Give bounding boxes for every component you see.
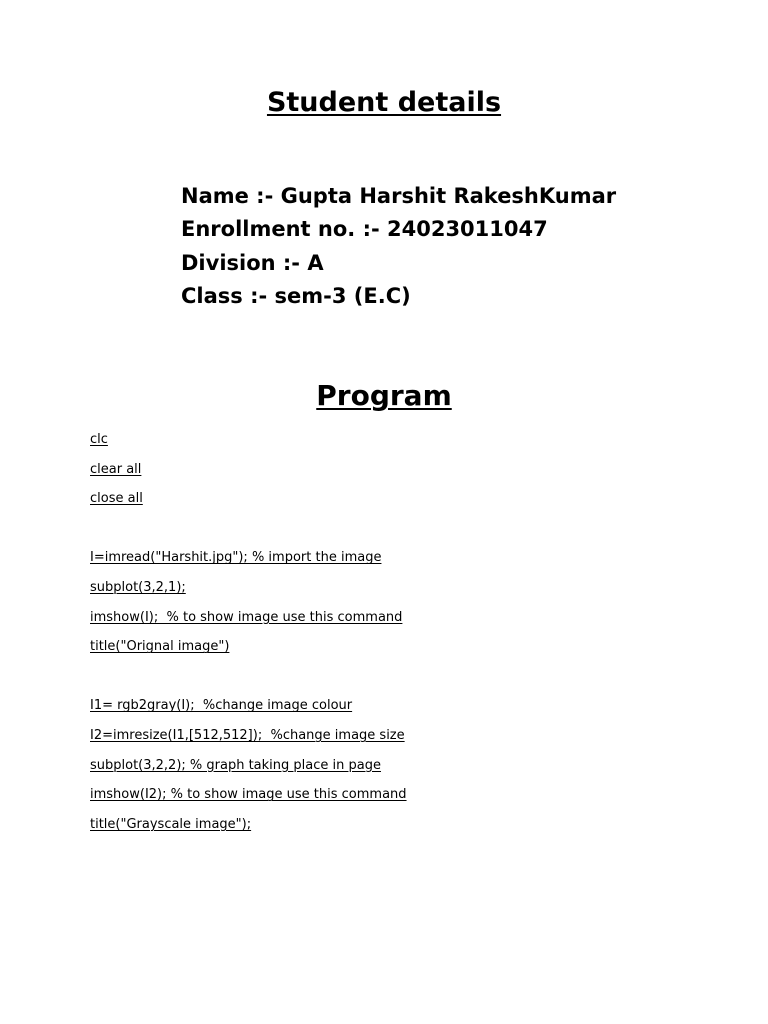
code-line-blank: [90, 514, 407, 544]
program-heading: Program: [316, 379, 452, 412]
student-details-block: [181, 180, 616, 313]
code-line: imshow(I2); % to show image use this command: [90, 787, 407, 803]
student-details-heading: Student details: [266, 87, 502, 118]
student-name: Name :- Gupta Harshit RakeshKumar: [181, 184, 617, 208]
code-line: clc: [90, 432, 108, 447]
student-class: Class :- sem-3 (E.C): [181, 283, 411, 308]
code-line: I1= rgb2gray(I); %change image colour: [90, 698, 353, 714]
code-line-blank: [90, 662, 407, 692]
student-enrollment: Enrollment no. :- 24023011047: [181, 217, 548, 242]
code-line: I=imread("Harshit.jpg"); % import the image: [90, 550, 382, 566]
code-line: title("Orignal image"): [90, 639, 230, 655]
code-line: title("Grayscale image");: [90, 816, 252, 832]
student-division: Division :- A: [181, 250, 324, 275]
code-line: imshow(I); % to show image use this command: [90, 609, 403, 625]
code-line: subplot(3,2,1);: [90, 579, 186, 595]
code-line: subplot(3,2,2); % graph taking place in page: [90, 757, 381, 773]
code-line: close all: [90, 491, 143, 507]
program-code: [90, 425, 407, 839]
code-line: I2=imresize(I1,[512,512]); %change image size: [90, 727, 405, 743]
code-line: clear all: [90, 461, 142, 477]
